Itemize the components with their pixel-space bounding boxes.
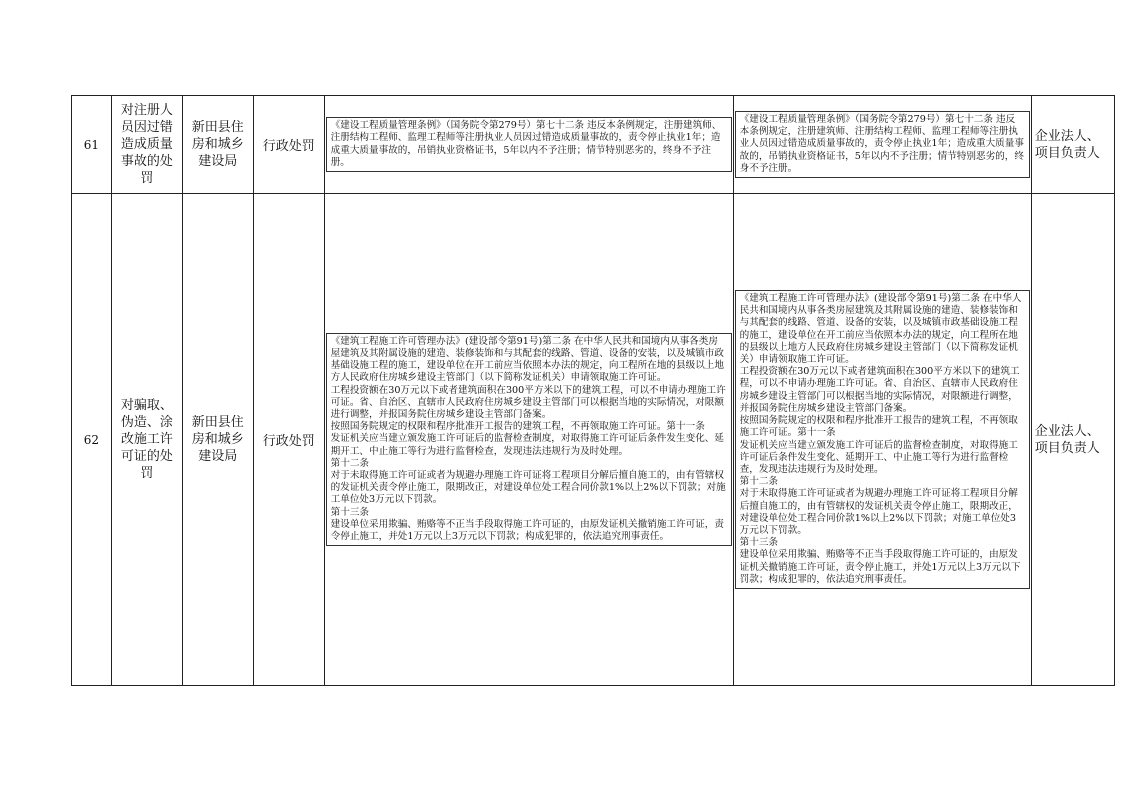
legal-basis-text <box>326 333 732 546</box>
legal-basis-cell <box>733 96 1031 194</box>
row-number: 62 <box>72 194 112 686</box>
basis-paragraph: 按照国务院规定的权限和程序批准开工报告的建筑工程，不再领取施工许可证。第十一条 <box>739 415 1018 439</box>
legal-basis-cell <box>324 194 733 686</box>
legal-basis-cell <box>324 96 733 194</box>
basis-paragraph: 发证机关应当建立颁发施工许可证后的监督检查制度，对取得施工许可证后条件发生变化、延期开工、中止施工等行为进行监督检查，发现违法违规行为及时处理。 <box>330 433 724 457</box>
legal-basis-text <box>326 117 732 172</box>
basis-paragraph: 对于未取得施工许可证或者为规避办理施工许可证将工程项目分解后擅自施工的，由有管辖权的发证机关责令停止施工，限期改正，对建设单位处工程合同价款1%以上2%以下罚款；对施工单位处3万元以下罚款。 <box>330 470 726 506</box>
basis-paragraph: 《建设工程质量管理条例》（国务院令第279号）第七十二条 违反本条例规定，注册建筑师、注册结构工程师、监理工程师等注册执业人员因过错造成质量事故的，责令停止执业1年；造成重大质量事故的，吊销执业资格证书，5年以内不予注册；情节特别恶劣的，终身不予注册。 <box>330 120 722 168</box>
basis-paragraph: 按照国务院规定的权限和程序批准开工报告的建筑工程，不再领取施工许可证。第十一条 <box>330 421 705 433</box>
row-number: 61 <box>72 96 112 194</box>
basis-paragraph: 第十三条 <box>330 506 370 518</box>
legal-basis-text <box>735 290 1030 589</box>
legal-basis-text <box>735 111 1030 178</box>
department: 新田县住房和城乡建设局 <box>182 194 253 686</box>
responsible-party: 企业法人、项目负责人 <box>1031 194 1114 686</box>
basis-paragraph: 工程投资额在30万元以下或者建筑面积在300平方米以下的建筑工程，可以不申请办理施工许可证。省、自治区、直辖市人民政府住房城乡建设主管部门可以根据当地的实际情况，对限额进行调整，并报国务院住房城乡建设主管部门备案。 <box>739 366 1020 414</box>
penalty-table <box>71 95 1115 686</box>
legal-basis-cell <box>733 194 1031 686</box>
basis-paragraph: 《建筑工程施工许可管理办法》(建设部令第91号)第二条 在中华人民共和国境内从事各类房屋建筑及其附属设施的建造、装修装饰和与其配套的线路、管道、设备的安装，以及城镇市政基础设施工程的施工，建设单位在开工前应当依照本办法的规定，向工程所在地的县级以上地方人民政府住房城乡建设主管部门（以下简称发证机关）申请领取施工许可证。 <box>330 335 724 384</box>
basis-paragraph: 《建筑工程施工许可管理办法》(建设部令第91号)第二条 在中华人民共和国境内从事各类房屋建筑及其附属设施的建造、装修装饰和与其配套的线路、管道、设备的安装，以及城镇市政基础设施工程的施工，建设单位在开工前应当依照本办法的规定，向工程所在地的县级以上地方人民政府住房城乡建设主管部门（以下简称发证机关）申请领取施工许可证。 <box>739 293 1022 366</box>
basis-paragraph: 第十三条 <box>739 537 779 549</box>
basis-paragraph: 第十二条 <box>330 457 370 469</box>
basis-paragraph: 发证机关应当建立颁发施工许可证后的监督检查制度，对取得施工许可证后条件发生变化、延期开工、中止施工等行为进行监督检查，发现违法违规行为及时处理。 <box>739 439 1018 475</box>
item-name: 对骗取、伪造、涂改施工许可证的处罚 <box>111 194 182 686</box>
basis-paragraph: 建设单位采用欺骗、贿赂等不正当手段取得施工许可证的，由原发证机关撤销施工许可证，责令停止施工，并处1万元以上3万元以下罚款；构成犯罪的，依法追究刑事责任。 <box>739 549 1021 585</box>
basis-paragraph: 工程投资额在30万元以下或者建筑面积在300平方米以下的建筑工程，可以不申请办理施工许可证。省、自治区、直辖市人民政府住房城乡建设主管部门可以根据当地的实际情况，对限额进行调整，并报国务院住房城乡建设主管部门备案。 <box>330 384 726 420</box>
department: 新田县住房和城乡建设局 <box>182 96 253 194</box>
basis-paragraph: 对于未取得施工许可证或者为规避办理施工许可证将工程项目分解后擅自施工的，由有管辖权的发证机关责令停止施工，限期改正，对建设单位处工程合同价款1%以上2%以下罚款；对施工单位处3万元以下罚款。 <box>739 488 1018 536</box>
penalty-type: 行政处罚 <box>253 194 324 686</box>
responsible-party: 企业法人、项目负责人 <box>1031 96 1114 194</box>
item-name: 对注册人员因过错造成质量事故的处罚 <box>111 96 182 194</box>
basis-paragraph: 建设单位采用欺骗、贿赂等不正当手段取得施工许可证的，由原发证机关撤销施工许可证，责令停止施工，并处1万元以上3万元以下罚款；构成犯罪的，依法追究刑事责任。 <box>330 518 724 543</box>
basis-paragraph: 《建设工程质量管理条例》（国务院令第279号）第七十二条 违反本条例规定，注册建筑师、注册结构工程师、监理工程师等注册执业人员因过错造成质量事故的，责令停止执业1年；造成重大质量事故的，吊销执业资格证书，5年以内不予注册；情节特别恶劣的，终身不予注册。 <box>739 113 1024 174</box>
basis-paragraph: 第十二条 <box>739 476 779 488</box>
penalty-type: 行政处罚 <box>253 96 324 194</box>
table-row <box>72 96 1115 194</box>
table-row <box>72 194 1115 686</box>
